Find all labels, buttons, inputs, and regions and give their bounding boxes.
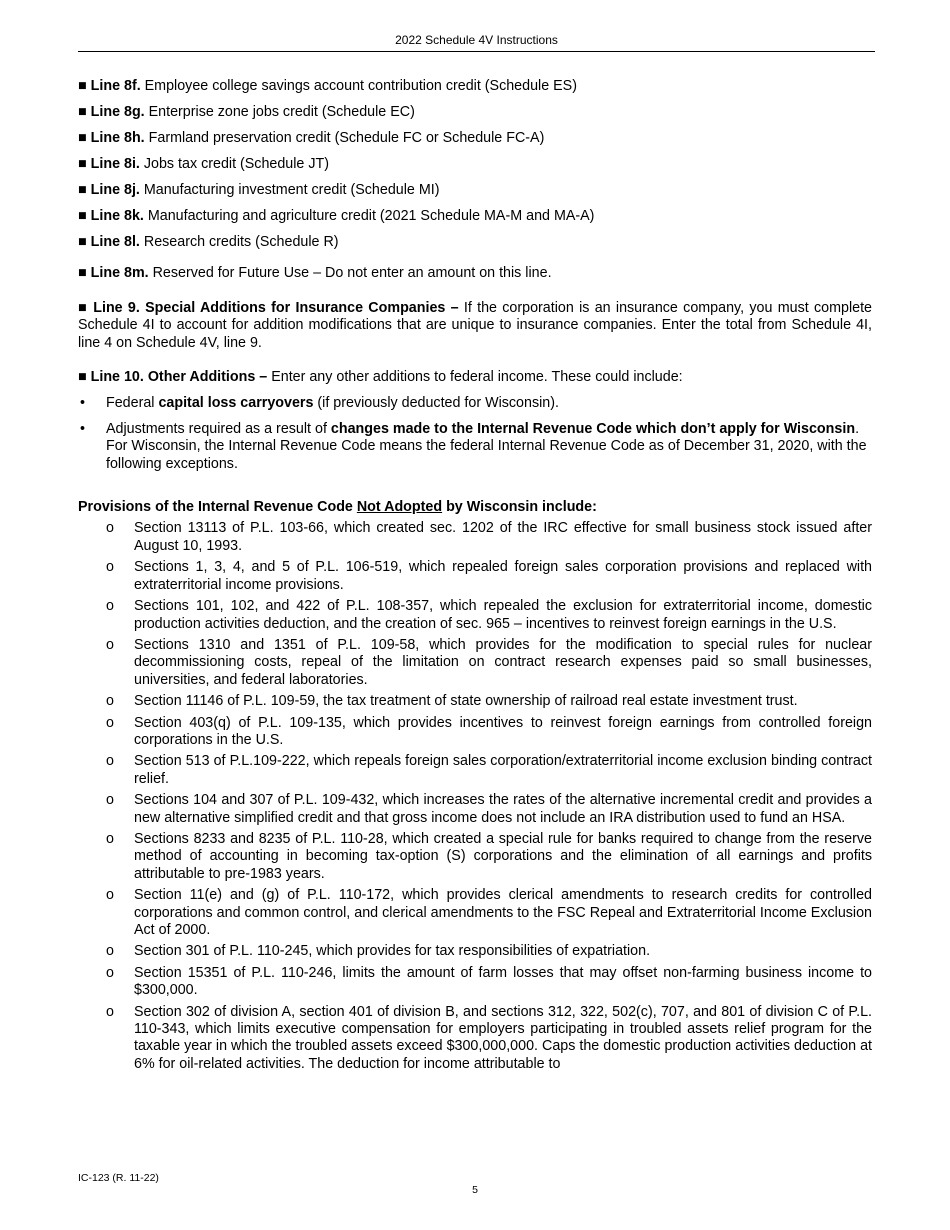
provision-item	[78, 520, 872, 555]
square-bullet-icon: ■	[78, 78, 87, 94]
line-label: Line 8j.	[90, 182, 140, 198]
line-label: Line 8k.	[90, 208, 144, 224]
circle-bullet-icon: o	[106, 964, 114, 981]
circle-bullet-icon: o	[106, 598, 114, 615]
circle-bullet-icon: o	[106, 753, 114, 770]
bullet-bold-text: capital loss carryovers	[158, 395, 314, 412]
provision-text: Section 11146 of P.L. 109-59, the tax treatment of state ownership of railroad real estate investment trust.	[134, 693, 798, 710]
provisions-list	[78, 520, 872, 1073]
square-bullet-icon: ■	[78, 182, 87, 198]
provision-item	[78, 715, 872, 750]
provision-text: Section 302 of division A, section 401 of division B, and sections 312, 322, 502(c), 707, and 801 of division C of P.L. 110-343, which limits executive compensation for employers participating in troubled assets relief program for the taxable year in which the troubled assets exceed $300,000,000. Caps the domestic production activities deduction at 6% for oil-related activities. The deduction for income attributable to	[134, 1003, 872, 1072]
page-content	[78, 78, 872, 1077]
line-item-8f	[78, 78, 872, 95]
bullet-irc-changes	[78, 421, 872, 473]
provision-item	[78, 792, 872, 827]
provision-text: Section 13113 of P.L. 103-66, which created sec. 1202 of the IRC effective for small business stock issued after August 10, 1993.	[134, 520, 872, 554]
circle-bullet-icon: o	[106, 714, 114, 731]
provision-item	[78, 598, 872, 633]
bullet-text: Adjustments required as a result of	[106, 420, 331, 437]
square-bullet-icon: ■	[78, 234, 87, 250]
page-number: 5	[472, 1184, 478, 1196]
line-9-text: If the corporation is an insurance company, you must complete Schedule 4I to account for addition modifications that are unique to insurance companies. Enter the total from Schedule 4I, line 4 on Schedule 4V, line 9.	[78, 299, 872, 351]
line-text: Manufacturing and agriculture credit (2021 Schedule MA-M and MA-A)	[143, 208, 595, 224]
provision-item	[78, 965, 872, 1000]
line-label: Line 8h.	[90, 130, 145, 146]
provision-text: Section 301 of P.L. 110-245, which provides for tax responsibilities of expatriation.	[134, 943, 651, 960]
circle-bullet-icon: o	[106, 792, 114, 809]
line-text: Enterprise zone jobs credit (Schedule EC)	[144, 104, 415, 120]
line-label: Line 8i.	[90, 156, 140, 172]
line-text: Employee college savings account contribution credit (Schedule ES)	[140, 78, 577, 94]
not-adopted-underline: Not Adopted	[356, 499, 443, 516]
provision-text: Section 15351 of P.L. 110-246, limits the amount of farm losses that may offset non-farming business income to $300,000.	[134, 964, 872, 999]
line-label: Line 8m.	[90, 265, 149, 282]
line-item-8l	[78, 234, 872, 251]
line-text: Jobs tax credit (Schedule JT)	[139, 156, 330, 172]
circle-bullet-icon: o	[106, 943, 114, 960]
provision-text: Sections 1310 and 1351 of P.L. 109-58, which provides for the modification to special rules for nuclear decommissioning costs, repeal of the limitation on contract research expenses paid so small businesses, universities, and federal laboratories.	[134, 636, 872, 688]
line-text: Research credits (Schedule R)	[139, 234, 339, 250]
provision-text: Sections 8233 and 8235 of P.L. 110-28, which created a special rule for banks required to change from the reserve method of accounting in becoming tax-option (S) corporations and the elimination of all earnings and profits attributable to pre-1983 years.	[134, 830, 872, 882]
circle-bullet-icon: o	[106, 559, 114, 576]
line-item-8g	[78, 104, 872, 121]
provision-text: Section 11(e) and (g) of P.L. 110-172, which provides clerical amendments to research credits for controlled corporations and common control, and clerical amendments to the FSC Repeal and Extraterritorial Income Exclusion Act of 2000.	[134, 887, 872, 938]
line-text: Farmland preservation credit (Schedule FC or Schedule FC-A)	[144, 130, 545, 146]
provision-text: Sections 1, 3, 4, and 5 of P.L. 106-519, which repealed foreign sales corporation provisions and replaced with extraterritorial income provisions.	[134, 559, 872, 593]
provision-item	[78, 559, 872, 594]
circle-bullet-icon: o	[106, 693, 114, 710]
provision-text: Sections 101, 102, and 422 of P.L. 108-357, which repealed the exclusion for extraterritorial income, domestic production activities deduction, and the creation of sec. 965 – incentives to reinvest foreign earnings in the U.S.	[134, 598, 872, 632]
line-item-8h	[78, 130, 872, 147]
bullet-capital-loss	[78, 395, 872, 412]
line-item-8k	[78, 208, 872, 225]
provision-item	[78, 887, 872, 939]
provisions-heading: Provisions of the Internal Revenue Code Not Adopted by Wisconsin include:	[78, 499, 597, 516]
line-item-8i	[78, 156, 872, 173]
provision-item	[78, 693, 872, 710]
provision-text: Sections 104 and 307 of P.L. 109-432, which increases the rates of the alternative incremental credit and provides a new alternative simplified credit and that gross income does not include an IRA distribution used to fund an HSA.	[134, 792, 872, 826]
form-id: IC-123 (R. 11-22)	[78, 1172, 159, 1184]
line-9-label: ■ Line 9. Special Additions for Insurance Companies –	[78, 299, 459, 316]
line-label: Line 8l.	[90, 234, 140, 250]
circle-bullet-icon: o	[106, 887, 114, 904]
line-10-text: Enter any other additions to federal income. These could include:	[267, 369, 683, 386]
line-text: Reserved for Future Use – Do not enter an amount on this line.	[148, 265, 552, 282]
circle-bullet-icon: o	[106, 520, 114, 537]
bullet-text: (if previously deducted for Wisconsin).	[313, 395, 559, 412]
provision-item	[78, 943, 872, 960]
page-header: 2022 Schedule 4V Instructions	[78, 33, 875, 52]
provision-item	[78, 1004, 872, 1074]
bullet-text: Federal	[106, 395, 159, 412]
line-10-label: ■ Line 10. Other Additions –	[78, 369, 268, 386]
line-text: Manufacturing investment credit (Schedule MI)	[139, 182, 440, 198]
provision-item	[78, 831, 872, 883]
provision-item	[78, 637, 872, 689]
provision-text: Section 513 of P.L.109-222, which repeals foreign sales corporation/extraterritorial income exclusion binding contract relief.	[134, 753, 872, 787]
circle-bullet-icon: o	[106, 830, 114, 847]
square-bullet-icon: ■	[78, 208, 87, 224]
bullet-dot-icon: •	[80, 395, 86, 412]
line-item-8m	[78, 265, 872, 282]
line-label: Line 8f.	[90, 78, 141, 94]
provision-item	[78, 753, 872, 788]
square-bullet-icon: ■	[78, 104, 87, 120]
line-10-paragraph	[78, 369, 872, 386]
circle-bullet-icon: o	[106, 1003, 114, 1020]
circle-bullet-icon: o	[106, 636, 114, 653]
line-label: Line 8g.	[90, 104, 145, 120]
bullet-bold-text: changes made to the Internal Revenue Code which don’t apply for Wisconsin	[330, 420, 856, 437]
line-item-8j	[78, 182, 872, 199]
provision-text: Section 403(q) of P.L. 109-135, which provides incentives to reinvest foreign earnings from controlled foreign corporations in the U.S.	[134, 714, 872, 748]
square-bullet-icon: ■	[78, 156, 87, 172]
bullet-dot-icon: •	[80, 420, 86, 437]
square-bullet-icon: ■	[78, 265, 87, 282]
bullet-text: . For Wisconsin, the Internal Revenue Code means the federal Internal Revenue Code as of December 31, 2020, with the following exceptions.	[106, 420, 867, 472]
line-9-paragraph	[78, 300, 872, 352]
square-bullet-icon: ■	[78, 130, 87, 146]
